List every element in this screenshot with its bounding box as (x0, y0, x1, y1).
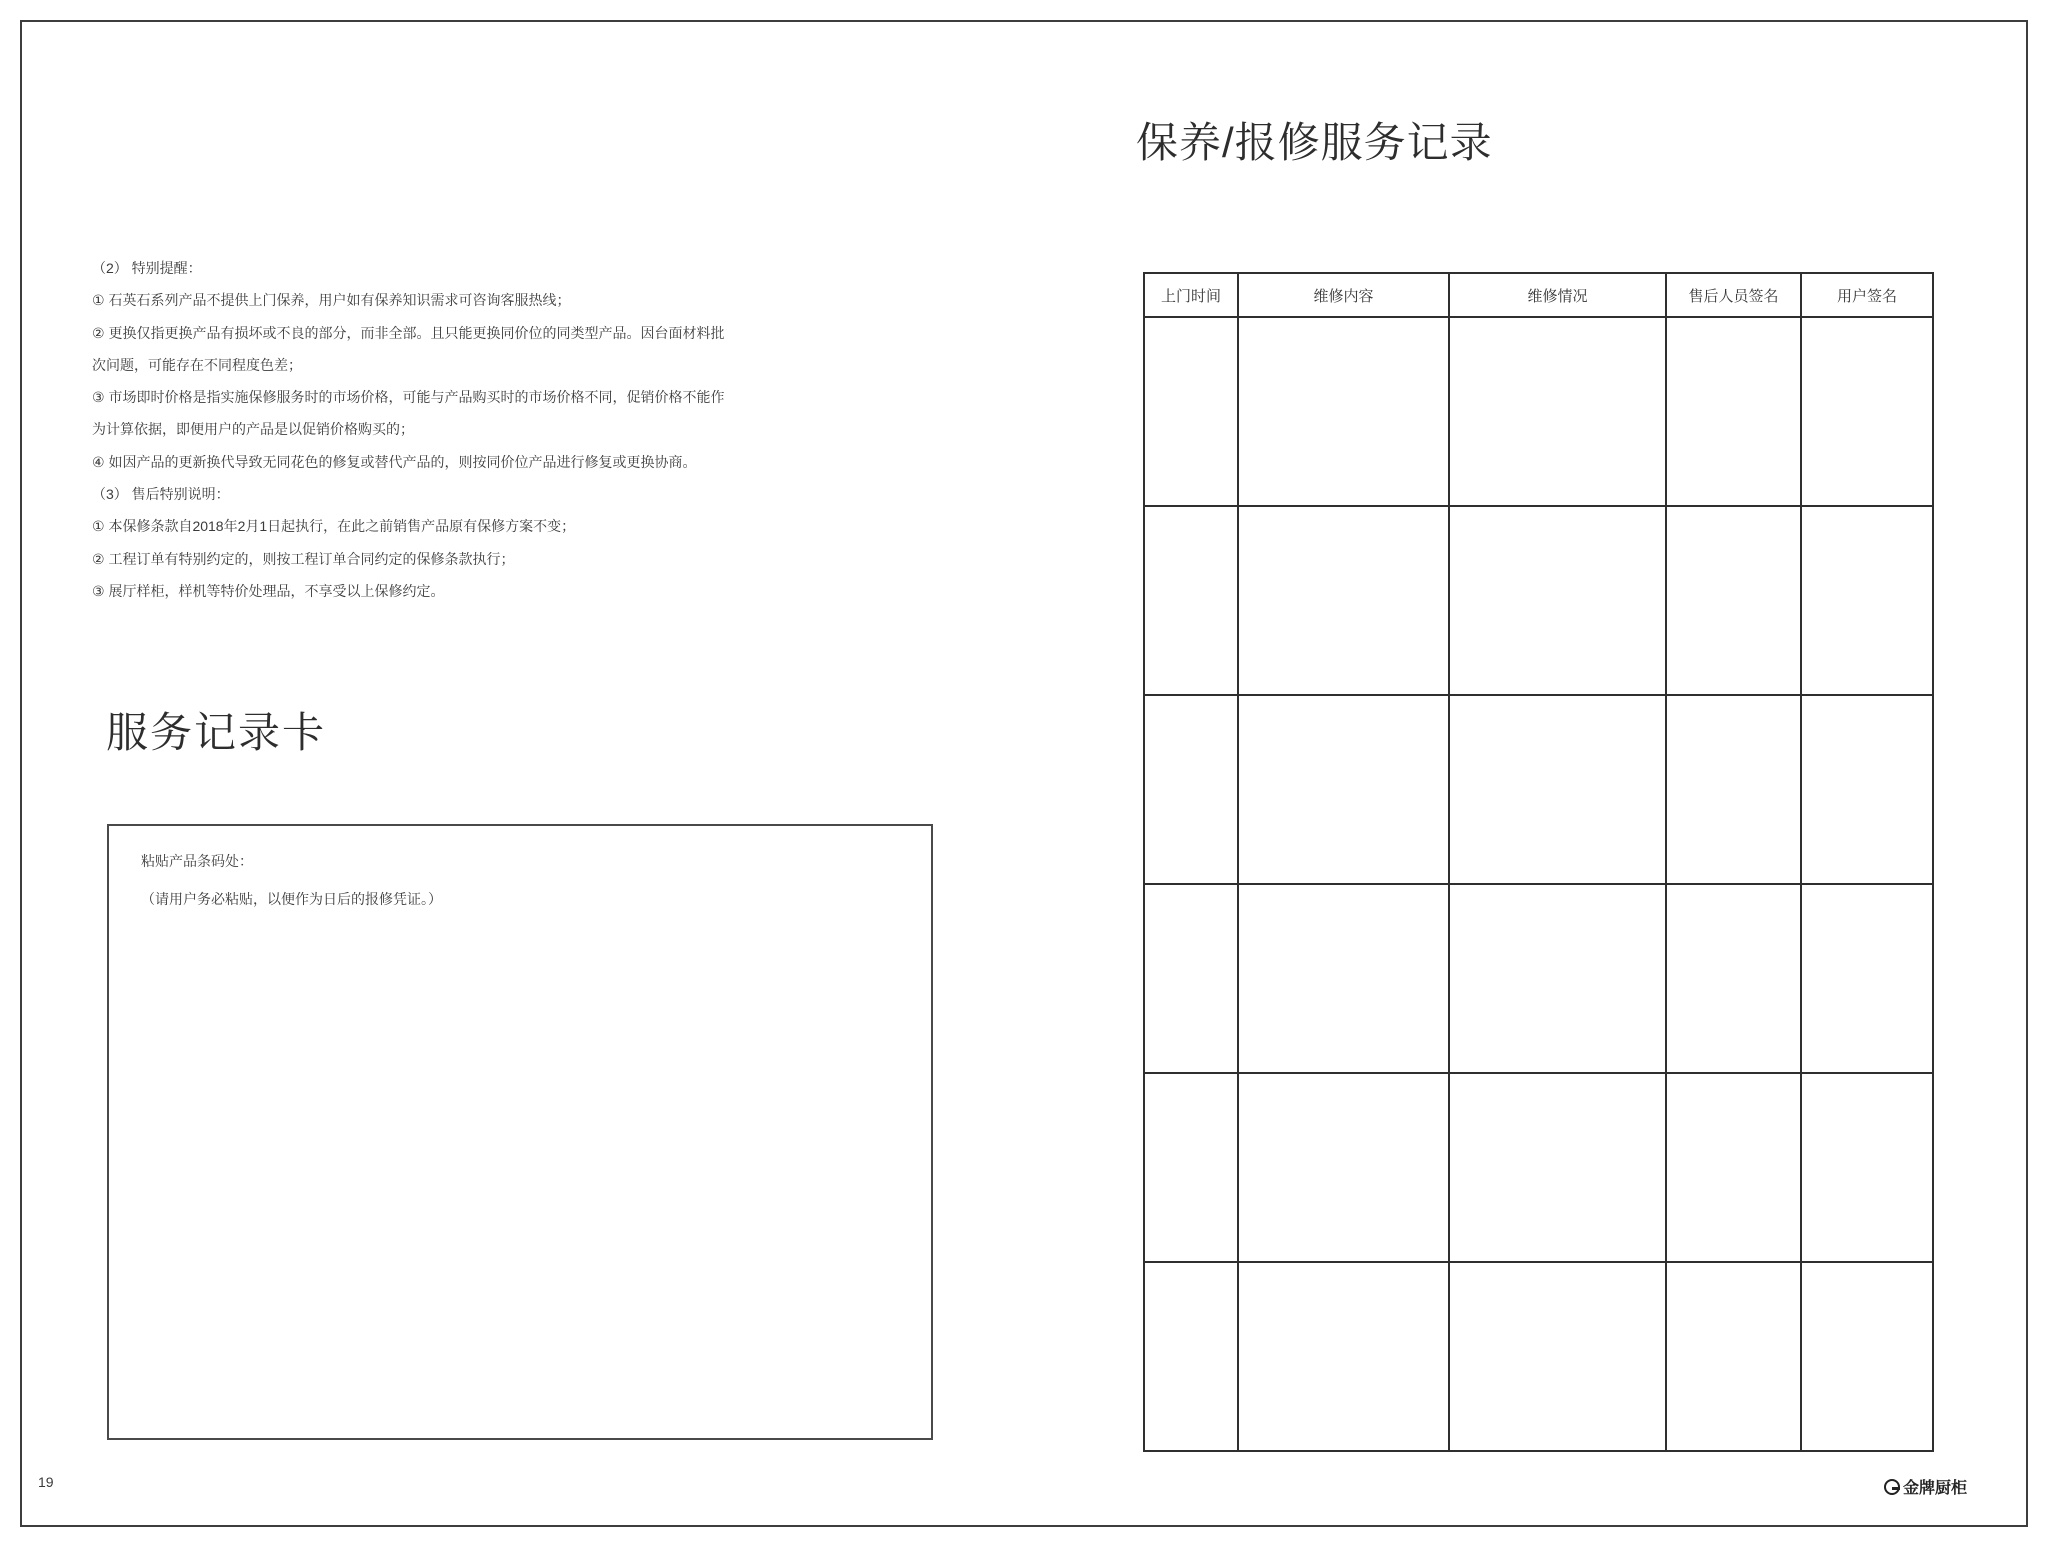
table-cell (1449, 506, 1666, 695)
note-line: （2） 特别提醒： (92, 260, 202, 276)
table-cell (1801, 506, 1933, 695)
note-line: ④ 如因产品的更新换代导致无同花色的修复或替代产品的，则按同价位产品进行修复或更换协商。 (92, 453, 697, 470)
note-line: ③ 市场即时价格是指实施保修服务时的市场价格，可能与产品购买时的市场价格不同，促销价格不能作 (92, 389, 725, 406)
barcode-box (107, 824, 933, 1440)
table-row (1144, 1262, 1933, 1451)
table-cell (1449, 1262, 1666, 1451)
table-cell (1238, 317, 1449, 506)
table-cell (1801, 884, 1933, 1073)
table-cell (1666, 506, 1801, 695)
table-cell (1144, 1262, 1238, 1451)
table-cell (1144, 884, 1238, 1073)
table-cell (1666, 884, 1801, 1073)
column-header: 维修内容 (1238, 273, 1449, 317)
table-cell (1449, 317, 1666, 506)
table-cell (1144, 695, 1238, 884)
table-header-row (1144, 273, 1933, 317)
table-cell (1666, 317, 1801, 506)
table-row (1144, 1073, 1933, 1262)
warranty-notes (92, 252, 752, 607)
note-line: 为计算依据，即便用户的产品是以促销价格购买的； (92, 421, 414, 438)
table-cell (1801, 1073, 1933, 1262)
table-cell (1144, 1073, 1238, 1262)
table-cell (1144, 506, 1238, 695)
table-cell (1666, 1262, 1801, 1451)
brand-logo-text: 金牌厨柜 (1903, 1480, 1968, 1497)
service-record-card-title: 服务记录卡 (106, 709, 327, 756)
table-cell (1801, 1262, 1933, 1451)
note-line: ② 更换仅指更换产品有损坏或不良的部分，而非全部。且只能更换同价位的同类型产品。因台面材料批 (92, 324, 725, 341)
table-row (1144, 317, 1933, 506)
barcode-box-note: （请用户务必粘贴，以便作为日后的报修凭证。） (141, 891, 442, 907)
table-cell (1449, 884, 1666, 1073)
table-cell (1449, 695, 1666, 884)
brand-logo (1884, 1475, 1967, 1498)
column-header: 售后人员签名 (1666, 273, 1801, 317)
maintenance-record-title: 保养/报修服务记录 (1136, 119, 1493, 166)
table-cell (1801, 317, 1933, 506)
note-line: ③ 展厅样柜，样机等特价处理品，不享受以上保修约定。 (92, 582, 445, 599)
column-header: 维修情况 (1449, 273, 1666, 317)
note-line: 次问题，可能存在不同程度色差； (92, 356, 302, 373)
brand-g-icon (1884, 1479, 1900, 1495)
table-cell (1144, 317, 1238, 506)
table-cell (1449, 1073, 1666, 1262)
service-record-table (1143, 272, 1934, 1452)
table-cell (1238, 506, 1449, 695)
note-line: ① 本保修条款自2018年2月1日起执行，在此之前销售产品原有保修方案不变； (92, 518, 576, 535)
table-cell (1238, 1073, 1449, 1262)
table-row (1144, 695, 1933, 884)
note-line: （3） 售后特别说明： (92, 486, 230, 503)
table-row (1144, 506, 1933, 695)
table-row (1144, 884, 1933, 1073)
page-number: 19 (38, 1474, 54, 1490)
table-cell (1801, 695, 1933, 884)
table-cell (1666, 695, 1801, 884)
barcode-box-title: 粘贴产品条码处： (141, 853, 253, 869)
table-cell (1238, 884, 1449, 1073)
column-header: 上门时间 (1144, 273, 1238, 317)
table-cell (1238, 1262, 1449, 1451)
column-header: 用户签名 (1801, 273, 1933, 317)
table-cell (1238, 695, 1449, 884)
note-line: ① 石英石系列产品不提供上门保养，用户如有保养知识需求可咨询客服热线； (92, 292, 571, 309)
table-cell (1666, 1073, 1801, 1262)
note-line: ② 工程订单有特别约定的，则按工程订单合同约定的保修条款执行； (92, 550, 515, 567)
